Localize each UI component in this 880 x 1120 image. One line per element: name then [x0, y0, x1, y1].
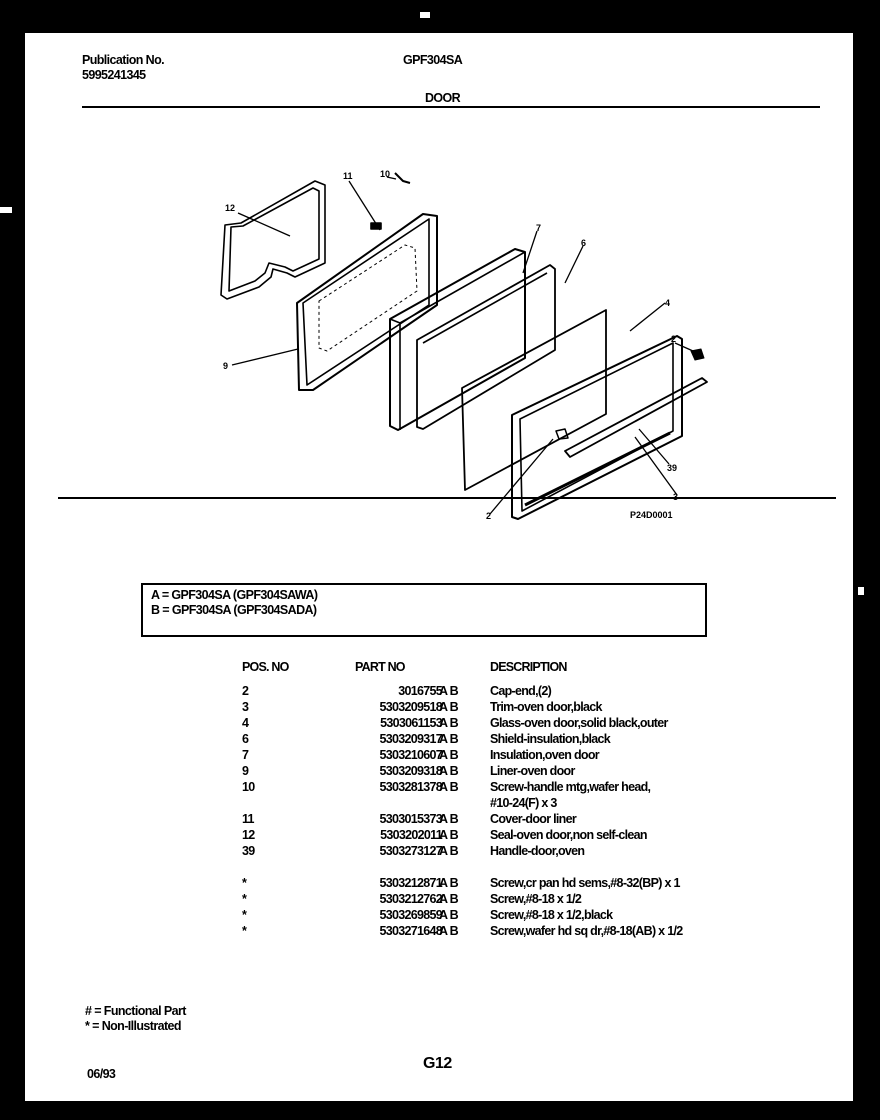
- liner-oven-door-drawing: [297, 214, 437, 390]
- part-no: 5303209317: [379, 732, 442, 746]
- page-code: G12: [423, 1055, 452, 1072]
- column-header-part-no: PART NO: [355, 660, 405, 674]
- part-no: 5303273127: [379, 844, 442, 858]
- part-no: 5303015373: [379, 812, 442, 826]
- footnote-non-illustrated: * = Non-Illustrated: [85, 1019, 181, 1033]
- insulation-drawing: [390, 249, 525, 430]
- part-no: 5303281378: [379, 780, 442, 794]
- handle-drawing: [565, 378, 707, 457]
- callout-9: 9: [223, 361, 229, 371]
- model-codes: A B: [439, 732, 458, 746]
- table-row: [25, 907, 853, 923]
- description: Screw,cr pan hd sems,#8-32(BP) x 1: [490, 876, 680, 890]
- pos-no: 9: [242, 764, 249, 778]
- scan-artifact: [420, 12, 430, 18]
- description: Insulation,oven door: [490, 748, 599, 762]
- model-codes: A B: [439, 924, 458, 938]
- table-row: [25, 683, 853, 699]
- model-codes: A B: [439, 828, 458, 842]
- part-no: 5303212871: [379, 876, 442, 890]
- screw-drawing: [395, 173, 410, 183]
- table-row: [25, 875, 853, 891]
- description: Screw,#8-18 x 1/2: [490, 892, 582, 906]
- model-legend-box: [141, 583, 707, 637]
- model-codes: A B: [439, 716, 458, 730]
- pos-no: *: [242, 876, 247, 890]
- part-no: 5303271648: [379, 924, 442, 938]
- callout-11: 11: [343, 171, 353, 181]
- diagram-bottom-rule: [58, 497, 836, 499]
- callout-4: 4: [665, 298, 671, 308]
- part-no: 5303202011: [380, 828, 442, 842]
- table-row: [25, 731, 853, 747]
- callout-7: 7: [536, 223, 542, 233]
- part-no: 5303269859: [379, 908, 442, 922]
- trim-frame-drawing: [512, 336, 682, 519]
- column-header-description: DESCRIPTION: [490, 660, 567, 674]
- glass-oven-door-drawing: [462, 310, 606, 490]
- pos-no: 2: [242, 684, 249, 698]
- model-codes: A B: [439, 892, 458, 906]
- pos-no: 6: [242, 732, 249, 746]
- description: Screw-handle mtg,wafer head,: [490, 780, 651, 794]
- part-no: 3016755: [398, 684, 442, 698]
- model-legend-a: A = GPF304SA (GPF304SAWA): [151, 588, 318, 602]
- callout-2-left: 2: [486, 511, 492, 521]
- parts-catalog-page: [25, 33, 853, 1101]
- door-exploded-diagram: [25, 33, 853, 521]
- table-row: [25, 763, 853, 779]
- description: Shield-insulation,black: [490, 732, 611, 746]
- part-no: 5303210607: [379, 748, 442, 762]
- table-row-continuation: [25, 795, 853, 811]
- table-row: [25, 715, 853, 731]
- pos-no: 12: [242, 828, 255, 842]
- part-no: 5303061153: [380, 716, 442, 730]
- model-codes: A B: [439, 780, 458, 794]
- pos-no: *: [242, 924, 247, 938]
- footnote-functional-part: # = Functional Part: [85, 1004, 186, 1018]
- table-row: [25, 779, 853, 795]
- model-codes: A B: [439, 764, 458, 778]
- part-no: 5303212762: [379, 892, 442, 906]
- pos-no: 3: [242, 700, 249, 714]
- model-codes: A B: [439, 844, 458, 858]
- publication-number: 5995241345: [82, 68, 146, 82]
- table-row: [25, 747, 853, 763]
- publication-label: Publication No.: [82, 53, 164, 67]
- part-no: 5303209318: [379, 764, 442, 778]
- description: Handle-door,oven: [490, 844, 585, 858]
- callout-labels: [223, 169, 678, 521]
- pos-no: 4: [242, 716, 249, 730]
- callout-10: 10: [380, 169, 391, 179]
- description: Cap-end,(2): [490, 684, 552, 698]
- callout-12: 12: [225, 203, 236, 213]
- description: Cover-door liner: [490, 812, 577, 826]
- model-codes: A B: [439, 908, 458, 922]
- callout-39: 39: [667, 463, 678, 473]
- part-no: 5303209518: [379, 700, 442, 714]
- model-codes: A B: [439, 876, 458, 890]
- pos-no: 7: [242, 748, 249, 762]
- description: Glass-oven door,solid black,outer: [490, 716, 668, 730]
- pos-no: *: [242, 908, 247, 922]
- table-row: [25, 843, 853, 859]
- footer-date: 06/93: [87, 1067, 116, 1081]
- model-codes: A B: [439, 812, 458, 826]
- column-header-pos-no: POS. NO: [242, 660, 289, 674]
- model-number: GPF304SA: [403, 53, 463, 67]
- description: Seal-oven door,non self-clean: [490, 828, 647, 842]
- pos-no: 10: [242, 780, 255, 794]
- pos-no: 39: [242, 844, 255, 858]
- drawing-id: P24D0001: [630, 510, 673, 520]
- model-codes: A B: [439, 700, 458, 714]
- description: Screw,#8-18 x 1/2,black: [490, 908, 613, 922]
- seal-gasket-drawing: [221, 181, 325, 299]
- table-row: [25, 923, 853, 939]
- table-row: [25, 811, 853, 827]
- model-codes: A B: [439, 748, 458, 762]
- pos-no: 11: [242, 812, 254, 826]
- description: Screw,wafer hd sq dr,#8-18(AB) x 1/2: [490, 924, 683, 938]
- scan-artifact: [858, 587, 864, 595]
- callout-2-right: 2: [671, 334, 677, 344]
- table-row: [25, 891, 853, 907]
- table-row: [25, 827, 853, 843]
- description-continued: #10-24(F) x 3: [490, 796, 557, 810]
- model-codes: A B: [439, 684, 458, 698]
- pos-no: *: [242, 892, 247, 906]
- callout-6: 6: [581, 238, 587, 248]
- model-legend-b: B = GPF304SA (GPF304SADA): [151, 603, 317, 617]
- leader-lines: [232, 177, 693, 514]
- section-title: DOOR: [425, 91, 461, 105]
- table-row: [25, 699, 853, 715]
- description: Trim-oven door,black: [490, 700, 602, 714]
- scan-artifact: [0, 207, 12, 213]
- description: Liner-oven door: [490, 764, 575, 778]
